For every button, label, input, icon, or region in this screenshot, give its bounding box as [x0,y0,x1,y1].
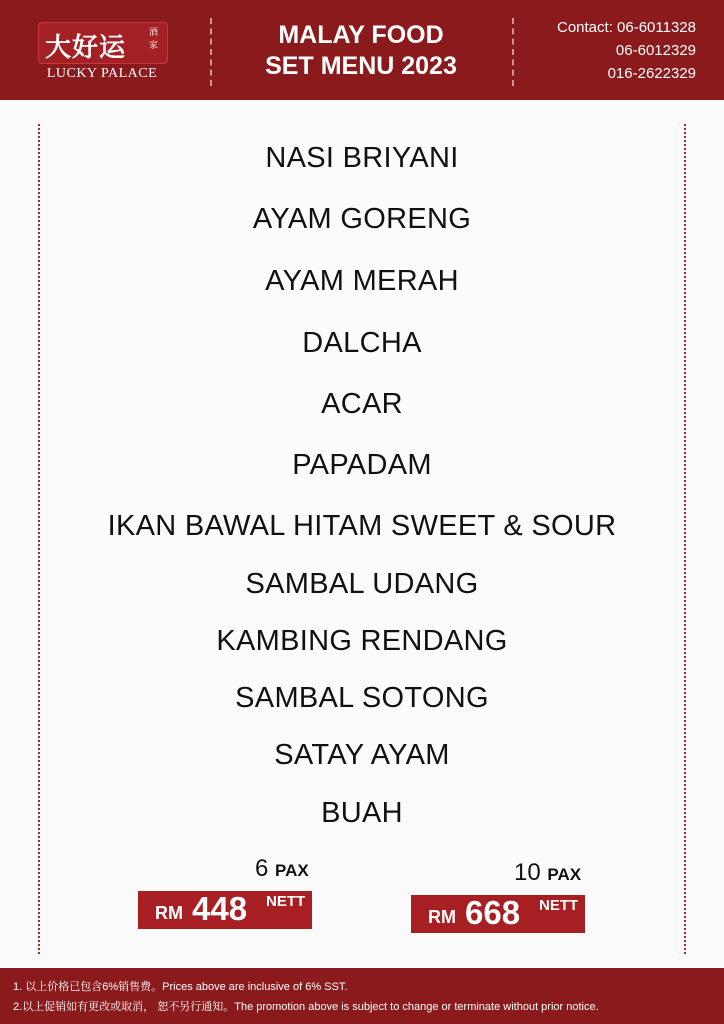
pax-label-6 [255,855,309,883]
dish-item: NASI BRIYANI [265,142,459,174]
contact-line-2: 06-6012329 [615,42,696,59]
dish-item: SAMBAL SOTONG [235,682,489,714]
pax-count: 6 [255,855,269,882]
price-badge-10-pax [411,895,585,933]
header-divider-right [512,18,514,86]
price-currency: RM [155,903,183,923]
price-currency: RM [428,907,456,927]
title-line-2: SET MENU 2023 [265,52,457,80]
header-bar [0,0,724,100]
dish-item: SAMBAL UDANG [245,568,479,600]
pax-unit: PAX [547,865,582,884]
dish-item: IKAN BAWAL HITAM SWEET & SOUR [107,510,617,542]
footer-note-2: 2.以上促销如有更改或取消， 恕不另行通知。The promotion above is subject to change or terminate without prior notice. [13,1001,599,1013]
footer-note-1: 1. 以上价格已包含6%销售费。Prices above are inclusive of 6% SST. [13,981,348,993]
footer-bar [0,968,724,1024]
logo-chinese-small: 酒家 [149,28,159,51]
dish-item: PAPADAM [292,449,432,481]
price-badge-6-pax [138,891,312,929]
price-amount: 668 [465,894,521,931]
pax-count: 10 [514,859,541,886]
contact-line-3: 016-2622329 [607,65,696,82]
logo-chinese: 大好运 [45,33,127,63]
dish-item: ACAR [321,388,403,420]
dish-item: AYAM MERAH [265,265,459,297]
price-nett: NETT [539,897,579,914]
pax-label-10 [514,859,581,887]
header-divider-left [210,18,212,86]
dish-item: BUAH [321,797,403,829]
contact-info [557,16,696,85]
dish-item: KAMBING RENDANG [216,625,508,657]
menu-title [228,20,494,82]
pax-unit: PAX [275,861,309,880]
dish-item: SATAY AYAM [274,739,450,771]
dish-item: DALCHA [302,327,422,359]
price-nett: NETT [266,893,306,910]
title-line-1: MALAY FOOD [278,21,444,49]
logo [38,22,168,64]
price-amount: 448 [192,890,248,927]
dish-item: AYAM GORENG [252,203,472,235]
contact-line-1: Contact: 06-6011328 [557,19,696,36]
logo-english: LUCKY PALACE [46,66,158,81]
